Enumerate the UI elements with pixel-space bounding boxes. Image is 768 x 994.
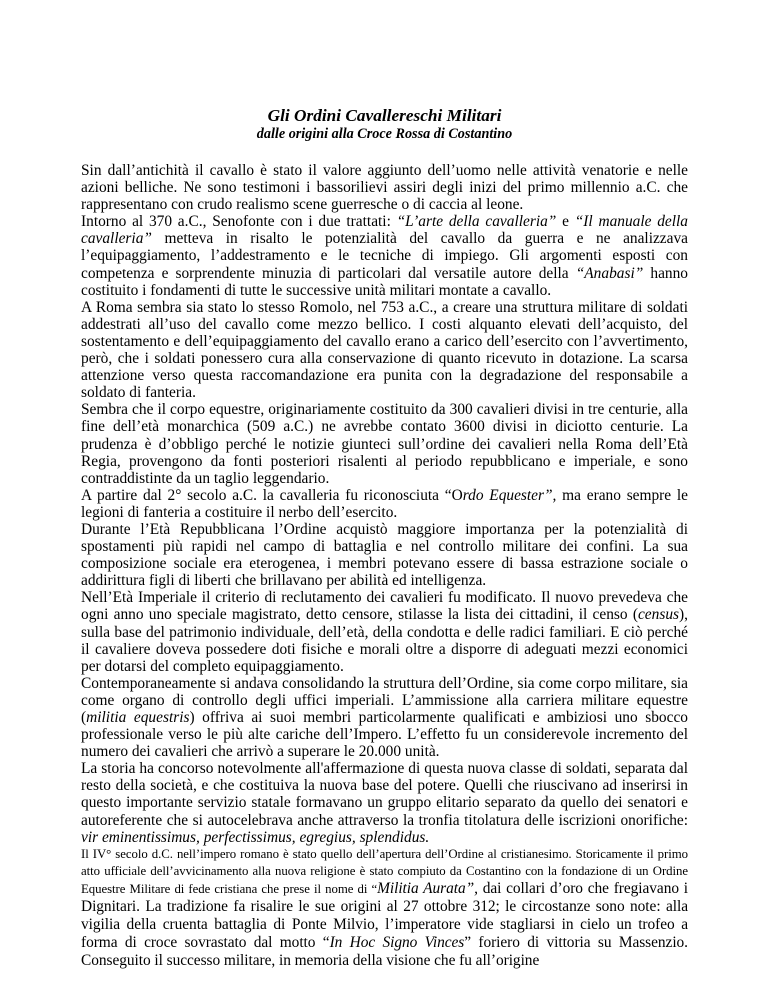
italic-text: In Hoc Signo Vinces xyxy=(329,934,465,952)
paragraph xyxy=(81,213,688,298)
text-run: hanno costituito i fondamenti di tutte le successive unità militari montate a cavallo. xyxy=(81,264,688,299)
text-run: La storia ha concorso notevolmente all'affermazione di questa nuova classe di soldati, separata dal resto della società, e che costituiva la nuova base del potere. Quelli che riuscivano ad inserirsi in questo importante servizio statale formavano un gruppo elitario separato da quello dei senatori e autoreferente che si autocelebrava anche attraverso la tronfia titolatura delle iscrizioni onorifiche: xyxy=(81,760,688,829)
text-run: ma erano sempre le legioni di fanteria a costituire il nerbo dell’esercito. xyxy=(81,486,689,521)
paragraph xyxy=(81,162,688,213)
paragraph xyxy=(81,401,688,486)
text-run: ), sulla base del patrimonio individuale, dell’età, della condotta e delle radici familiari. E ciò perché il cavaliere doveva possedere doti fisiche e morali oltre a disporre di adeguati mezzi economici per dotarsi del completo equipaggiamento. xyxy=(81,606,688,675)
paragraph xyxy=(81,675,688,760)
paragraph xyxy=(81,846,688,971)
text-run: Durante l’Età Repubblicana l’Ordine acquistò maggiore importanza per la potenzialità di spostamenti più rapidi nel campo di battaglia e nel controllo militare dei confini. La sua composizione sociale era eterogenea, i membri potevano essere di bassa estrazione sociale o addirittura figli di liberti che brillavano per abilità ed intelligenza. xyxy=(81,520,688,590)
italic-text: vir eminentissimus, perfectissimus, egregius, splendidus. xyxy=(81,828,430,846)
italic-text: Militia Aurata”, xyxy=(377,879,478,897)
paragraph xyxy=(81,521,688,589)
text-run: ” foriero di vittoria su Massenzio. Conseguito il successo militare, in memoria della visione che fu all’origine xyxy=(81,934,688,970)
text-run: Sembra che il corpo equestre, originariamente costituito da 300 cavalieri divisi in tre centurie, alla fine dell’età monarchica (509 a.C.) ne avrebbe contato 3600 divisi in diciotto centurie. La prudenza è d’obbligo perché le notizie giunteci sull’ordine dei cavalieri nella Roma dell’Età Regia, provengono da fonti posteriori risalenti al periodo repubblicano e imperiale, e sono contraddistinte da un taglio leggendario. xyxy=(81,401,688,487)
italic-text: “L’arte della cavalleria” xyxy=(396,213,557,231)
paragraph xyxy=(81,760,688,845)
text-run: A Roma sembra sia stato lo stesso Romolo, nel 753 a.C., a creare una struttura militare di soldati addestrati all’uso del cavallo come mezzo bellico. I costi alquanto elevati dell’acquisto, del sostentamento e dell’equipaggiamento del cavallo erano a carico dell’esercito con l’avvertimento, però, che i soldati ponessero cura alla conservazione di quanto ricevuto in dotazione. La scarsa attenzione verso questa raccomandazione era punita con la degradazione del responsabile a soldato di fanteria. xyxy=(81,298,688,402)
document-subtitle: dalle origini alla Croce Rossa di Costantino xyxy=(256,126,513,142)
text-run: Nell’Età Imperiale il criterio di reclutamento dei cavalieri fu modificato. Il nuovo prevedeva che ogni anno uno speciale magistrato, detto censore, stilasse la lista dei cittadini, il censo ( xyxy=(81,589,688,624)
italic-text: rdo Equester”, xyxy=(462,486,557,504)
paragraph xyxy=(81,299,688,402)
text-run: Contemporaneamente si andava consolidando la struttura dell’Ordine, sia come corpo militare, sia come organo di controllo degli uffici imperiali. L’ammissione alla carriera militare equestre ( xyxy=(81,674,688,726)
document-title: Gli Ordini Cavallereschi Militari xyxy=(267,106,502,125)
text-run: Intorno al 370 a.C., Senofonte con i due trattati: xyxy=(81,213,397,231)
text-run: metteva in risalto le potenzialità del cavallo da guerra e ne analizzava l’equipaggiamento, l’addestramento e le tecniche di impiego. Gli argomenti esposti con competenza e sorprendente minuzia di particolari dal versatile autore della xyxy=(81,230,688,282)
document-body xyxy=(81,162,688,970)
text-run: A partire dal 2° secolo a.C. la cavalleria fu riconosciuta “O xyxy=(81,486,463,504)
paragraph xyxy=(81,589,688,674)
paragraph xyxy=(81,487,688,521)
italic-text: “Il manuale della cavalleria” xyxy=(81,213,689,248)
text-run: Sin dall’antichità il cavallo è stato il valore aggiunto dell’uomo nelle attività venatorie e nelle azioni belliche. Ne sono testimoni i bassorilievi assiri degli inizi del primo millennio a.C. che rappresentano con crudo realismo scene guerresche o di caccia al leone. xyxy=(81,162,688,214)
text-run: e xyxy=(556,213,575,231)
text-run: dai collari d’oro che fregiavano i Dignitari. La tradizione fa risalire le sue origini al 27 ottobre 312; le circostanze sono note: alla vigilia della cruenta battaglia di Ponte Milvio, l’imperatore vide stagliarsi in cielo un trofeo a forma di croce sovrastato dal motto “ xyxy=(81,879,688,952)
italic-text: militia equestris xyxy=(86,709,190,726)
italic-text: “Anabasi” xyxy=(575,264,644,282)
text-run: Il IV° secolo d.C. nell’impero romano è stato quello dell’apertura dell’Ordine al cristianesimo. Storicamente il primo atto ufficiale dell’avvicinamento alla nuova religione è stato compiuto da Costantino con la fondazione di un Ordine Equestre Militare di fede cristiana che prese il nome di “ xyxy=(81,846,688,896)
text-run: ) offriva ai suoi membri particolarmente qualificati e ambiziosi uno sbocco professionale verso le più alte cariche dell’Impero. L’effetto fu un considerevole incremento del numero dei cavalieri che arrivò a superare le 20.000 unità. xyxy=(81,709,688,761)
italic-text: census xyxy=(637,606,680,624)
